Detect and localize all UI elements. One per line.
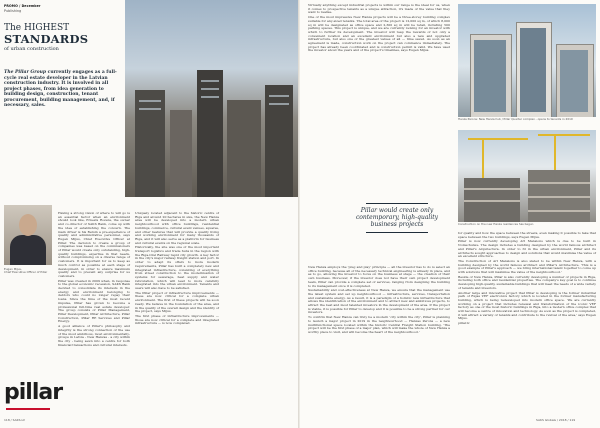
left-column-1 xyxy=(58,212,130,412)
pull-quote-rule-top xyxy=(366,203,428,204)
render-caption: Hanza Perons: New Hanza hub / Pillar Quarter complex - opens to tenants in 2019 xyxy=(458,117,573,121)
paragraph: The Pillar project of infrastructure improvements — these are now critical for a complete urban environment. The first of these projects will be soon ready. We believe in the foundation of the area, and in the quality of the overall design and the identity of the project, says Mijus. xyxy=(135,290,219,314)
ceo-portrait-photo xyxy=(4,205,52,265)
headline-line3: of urban construction xyxy=(4,46,59,52)
left-folio: 118 / SAKS.LV xyxy=(4,418,25,422)
headline-line1: The HIGHEST xyxy=(4,23,70,33)
left-column-2 xyxy=(135,212,219,412)
portrait-caption: Eugen Mijus, Chief Executive Officer of Pillar xyxy=(4,267,48,275)
section-label: PROMO / December xyxy=(4,4,41,8)
paragraph: The first phase of infrastructure improvements — those are now critical for a complete and integrated infrastructure — is now completed. xyxy=(135,313,219,326)
right-column-1 xyxy=(308,266,450,416)
right-column-intro xyxy=(308,4,450,140)
paragraph: Pillar is now currently developing Art Mansions which is due to be built in Nomschulwe. The design includes a building designed by the world famous architect and Pillar's Arquitectura. In order to fit in the urban environment, Pillar and its architects sought approaches to design and solutions that would maximise the value of an excellent structure. xyxy=(458,239,596,259)
right-folio: SAKS Globals / 2018 / 119 xyxy=(536,418,576,422)
standfirst xyxy=(4,70,124,109)
city-aerial-photo xyxy=(125,0,298,197)
website-link[interactable]: pillar.lv xyxy=(458,321,470,326)
paragraph: A good alliance of Pillar's philosophy and integrity is the strong connection of the use of the most ambitious, most environmentally-groups in Latvia - New Hanzas - a city within the city - being sewn into a centre for both financial transactions and cultural interests. xyxy=(58,324,130,347)
paragraph: Sustainability and cost-effectiveness at New Hanza, we ensure that the management use the latest system and set up neighbourhood — infrastructure, services, transportation and sustainable energy. As a result, it is a paradigm of a holistic new infrastructure that allows the identification of the environment and to attract new and ambitious projects, to attract the best and most talented investors in the development of the area. If the project is viable, it is possible for Pillar to develop and it is possible to be a strong partner for our investors. xyxy=(308,288,450,315)
paragraph: for quality and how the space between the streets, even making it possible to take that space between the two buildings, says Eugen Mijus. xyxy=(458,231,596,239)
article-headline xyxy=(4,23,119,53)
hanza-perons-render xyxy=(458,4,596,117)
paragraph: Historically, the site was one of the most important transport logistics and trade hubs in the region with the Riga-Orel Railway rapid city growth. A key factor in the city's major railway freight station and port. In order to adapt its offers to more modern requirements, Pillar has built a completely new and integrated infrastructure, consisting of everything from street construction to the modernisation of systems for sewerage, heat supply and water reticulation, which will lead to more carefully integrated into the urban environment. Tenants and users will also have to be satisfied. xyxy=(135,245,219,291)
paragraph: The Construction of Art Mansions is also slated to be within New Hanza, with a building designed by the world famous architect and Pillar's Architecture. 'This is a good example of Pillar's approach — we bring international talent together to come up with solutions that will maximise the value of the neighbourhood.' xyxy=(458,258,596,275)
pull-quote-rule-bottom xyxy=(366,232,428,233)
logo-accent-bar xyxy=(6,408,50,410)
pull-quote-text: Pillar would create only contemporary, high-quality business projects xyxy=(355,207,439,229)
standfirst-text: currently engages as a full-cycle real estate developer in the Latvian construction industry. It is involved in all project phases, from idea generation to building design, construction, tenant procurement, building management, and, if necessary, sales. xyxy=(4,70,117,108)
pillar-logo xyxy=(4,380,63,405)
paragraph: To confirm that New Hanza can truly be a modern 'city within the city', Pillar is planning to launch a major project in 2019 in the neighbourhood — Hanzas Perons — a new multifunctional space located within the historic Central Freight Station building. 'The project will be the first phase of a major plan, which will make the whole of New Hanza a worthy place to visit, and will become the heart of the neighbourhood.' xyxy=(308,315,450,334)
paragraph: New Hanza employs the 'plug and play' principle — all the investor has to do is select an office building, because all of the necessary technical engineering is already in place, and as to go, allowing the investor to focus on the business at stage — the creation of their own business. Moreover, if the investor does not have their own project development team, Pillar can provide a complete set of services, ranging from designing the building to its management once it is completed. xyxy=(308,265,450,288)
paragraph: Having a strong vision of where to will go is an essential factor when an environment should look like, Ernests Rozens, the owner and co-director of SAKS Bank, come up with the idea of establishing the concern. The main driver is his Bersin a pre-experience of quality and administrative personnel, says Eugen Mijus, Chief Executive Officer at Pillar. The decision to create a group of companies was based on the commissioners of Pillar would create only outstanding, high-quality buildings, expertise in that needs, without compromising on a diverse range of customers. It is important for us to keep as much control as possible at each stage of development, in order to ensure maximum quality and to prevent any surprise for us customers. xyxy=(58,211,130,278)
paragraph: Another large and innovative project that Pillar is developing is the former industrial park of Rigas VEF electronics factory which is located in the former manufacturing building, which is being redeveloped into modern office space. 'We are currently working on a project that includes renewal and transformation of the iconic VEF factory as one of the most historic buildings in Riga, into a modern office complex that will become a centre of innovation and technology. As soon as the project is completed, it will attract a variety of tenants and contribute to the revival of the area,' says Eugen Mijus. xyxy=(458,290,596,321)
headline-line2: STANDARDS xyxy=(4,32,89,46)
paragraph: Uniquely located adjacent to the historic centre of Riga and around 20 hectares in size, the New Hanza area will be developed into a modern urban neighbourhood with office buildings, residential buildings, commerce, cultural event venues, squares, and other features that will provide a quality living and working environment for many thousands of Riga, and it will also serve as a platform for business and cultural events on the regional scale. xyxy=(135,211,219,245)
paragraph: One of the most impressive New Hanza projects will be a three-storey building complex suitable for any-sized tenants. The total area of the project is 12,000 sq m, of which 8,000 sq m will be designated as office space and 2,300 sq m will be retail, including 500 parking spaces. This project is unique, and we are currently looking for an investor with which to further its development. The investor will reap the rewards of not only a convenient location and an excellent environment but also a new and upgraded infrastructure, but also one of the greatest values of all — time saved. As soon as an agreement is made, construction work on the project can commence immediately. The project has already been coordinated and is construction permit is valid. We have used the investor about the years and of the project's timelines, says Eugen Mijus. xyxy=(308,15,450,53)
site-caption: Construction on the new Hanza residences has begun xyxy=(458,222,534,226)
paragraph: Virtually anything except industrial projects is within our range is the ideal for us, when it comes to prospective tenants as a unique attraction, it's made of the value that they want to realise. xyxy=(308,3,450,15)
publication-label: Publishing xyxy=(4,9,22,13)
paragraph: Beside of New Hanza, Pillar is also currently developing a number of projects in Riga, including both office and residential properties. The company's key goal is to continue developing high-quality, sustainable buildings that will meet the needs of a wide variety of tenants and investors. xyxy=(458,274,596,290)
standfirst-company: The Pillar Group xyxy=(4,70,47,75)
right-column-2 xyxy=(458,232,596,416)
paragraph: Pillar was created in 2009 when, in response to the global economic recession, SAKS Bank decided to consolidate its interests in the energy and environment belonging to debtors who could no longer repay their loans. Since the time of the most recent impulse, Pillar has grown to become a professional full-time real estate developer. The group consists of Pillar Management, Pillar Development, Pillar Architecture, Pillar Construction, Pillar RE Services and Pillar Energy. xyxy=(58,278,130,324)
pull-quote xyxy=(346,200,448,236)
construction-site-photo xyxy=(458,130,596,222)
logo-wordmark: pillar xyxy=(4,380,63,405)
right-page xyxy=(300,0,600,428)
